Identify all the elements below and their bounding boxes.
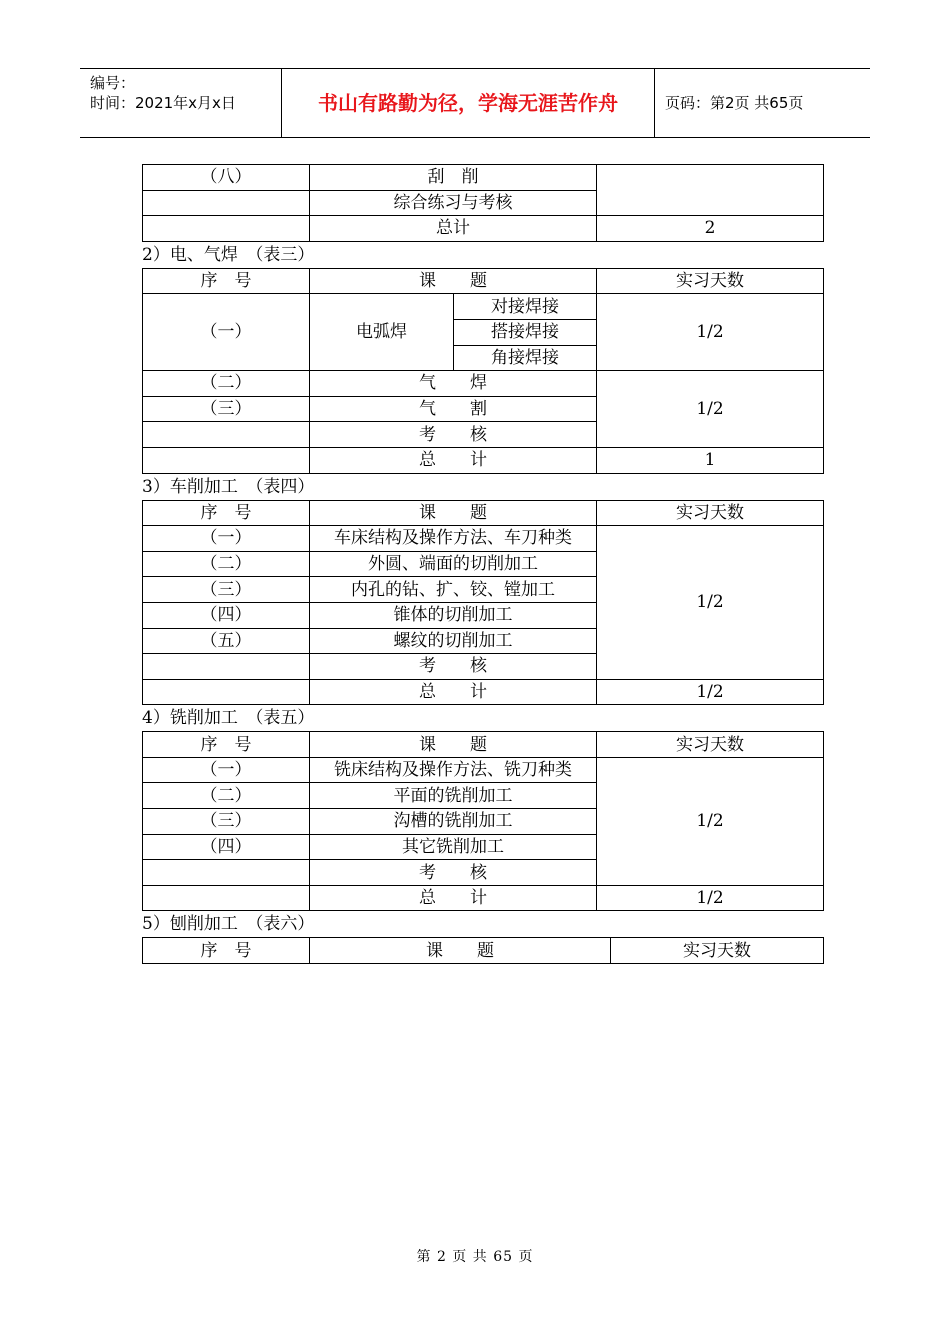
table5-caption: 4）铣削加工 （表五）	[142, 708, 315, 729]
row-topic: 考 核	[310, 654, 597, 680]
row-number	[143, 422, 310, 448]
header-topic: 课 题	[310, 500, 597, 526]
row-topic: 总 计	[310, 679, 597, 705]
table5	[142, 731, 824, 911]
row-topic: 车床结构及操作方法、车刀种类	[310, 526, 597, 552]
row-number: （四）	[143, 834, 310, 860]
table-header-row	[143, 268, 824, 294]
table-header-row	[143, 500, 824, 526]
row-days: 1	[597, 447, 824, 473]
header-number: 序 号	[143, 268, 310, 294]
row-topic: 总计	[310, 216, 597, 242]
header-topic: 课 题	[310, 268, 597, 294]
row-days: 1/2	[597, 371, 824, 448]
row-number: （一）	[143, 294, 310, 371]
row-number: （二）	[143, 551, 310, 577]
table-row-total	[143, 885, 824, 911]
row-days: 1/2	[597, 757, 824, 885]
row-number: （一）	[143, 757, 310, 783]
row-topic: 沟槽的铣削加工	[310, 809, 597, 835]
table-row	[143, 371, 824, 397]
header-meta	[80, 69, 282, 137]
page-footer: 第 2 页 共 65 页	[416, 1249, 534, 1265]
header-days: 实习天数	[611, 938, 824, 964]
row-days: 1/2	[597, 294, 824, 371]
table6-caption: 5）刨削加工 （表六）	[142, 914, 315, 935]
row-topic-group: 电弧焊	[310, 294, 454, 371]
row-number	[143, 885, 310, 911]
table6	[142, 937, 824, 964]
row-days: 1/2	[597, 526, 824, 680]
row-number: （八）	[143, 165, 310, 191]
document-content	[142, 164, 823, 964]
row-topic: 外圆、端面的切削加工	[310, 551, 597, 577]
header-topic: 课 题	[310, 938, 611, 964]
row-number: （五）	[143, 628, 310, 654]
row-number	[143, 190, 310, 216]
row-days: 2	[597, 216, 824, 242]
row-number: （三）	[143, 396, 310, 422]
header-page-info: 页码：第2页 共65页	[665, 94, 804, 112]
table-header-row	[143, 938, 824, 964]
table-header-row	[143, 732, 824, 758]
row-number: （三）	[143, 577, 310, 603]
header-number: 序 号	[143, 500, 310, 526]
row-topic: 内孔的钻、扩、铰、镗加工	[310, 577, 597, 603]
row-topic: 气 割	[310, 396, 597, 422]
table-row-total	[143, 216, 824, 242]
row-topic: 总 计	[310, 447, 597, 473]
table-row	[143, 165, 824, 191]
row-subtopic: 角接焊接	[454, 345, 597, 371]
row-topic: 考 核	[310, 422, 597, 448]
header-days: 实习天数	[597, 268, 824, 294]
page-header	[80, 68, 870, 138]
number-label: 编号：	[90, 74, 136, 92]
row-number: （二）	[143, 783, 310, 809]
header-number: 序 号	[143, 938, 310, 964]
date-label: 时间：2021年x月x日	[90, 94, 236, 112]
row-days: 1/2	[597, 885, 824, 911]
row-number	[143, 654, 310, 680]
header-number: 序 号	[143, 732, 310, 758]
row-number: （二）	[143, 371, 310, 397]
row-topic: 总 计	[310, 885, 597, 911]
row-topic: 锥体的切削加工	[310, 602, 597, 628]
row-number	[143, 447, 310, 473]
table3-caption: 2）电、气焊 （表三）	[142, 244, 315, 265]
table4-caption: 3）车削加工 （表四）	[142, 476, 315, 497]
table-row	[143, 526, 824, 552]
row-number	[143, 216, 310, 242]
row-subtopic: 搭接焊接	[454, 319, 597, 345]
header-days: 实习天数	[597, 500, 824, 526]
header-topic: 课 题	[310, 732, 597, 758]
table-row-total	[143, 679, 824, 705]
table-row	[143, 757, 824, 783]
row-number: （一）	[143, 526, 310, 552]
header-days: 实习天数	[597, 732, 824, 758]
row-topic: 其它铣削加工	[310, 834, 597, 860]
row-topic: 平面的铣削加工	[310, 783, 597, 809]
row-topic: 铣床结构及操作方法、铣刀种类	[310, 757, 597, 783]
row-days: 1/2	[597, 679, 824, 705]
table-row	[143, 294, 824, 320]
table-row-total	[143, 447, 824, 473]
table-previous-continued	[142, 164, 824, 242]
row-number	[143, 860, 310, 886]
row-number	[143, 679, 310, 705]
row-number: （三）	[143, 809, 310, 835]
table4	[142, 500, 824, 706]
header-motto: 书山有路勤为径，学海无涯苦作舟	[282, 69, 655, 137]
row-days	[597, 165, 824, 216]
row-topic: 考 核	[310, 860, 597, 886]
row-topic: 螺纹的切削加工	[310, 628, 597, 654]
row-topic: 刮 削	[310, 165, 597, 191]
row-topic: 综合练习与考核	[310, 190, 597, 216]
table3	[142, 268, 824, 474]
row-number: （四）	[143, 602, 310, 628]
row-topic: 气 焊	[310, 371, 597, 397]
row-subtopic: 对接焊接	[454, 294, 597, 320]
